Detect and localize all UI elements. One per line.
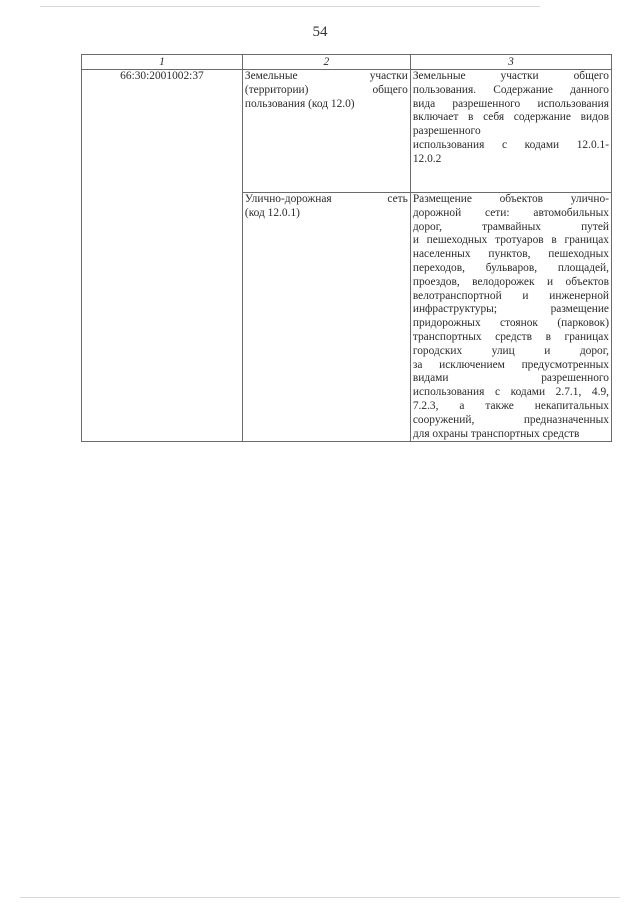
page-number: 54 xyxy=(312,24,328,40)
description-line: вида разрешенного использования xyxy=(412,97,609,110)
scan-artifact-top xyxy=(40,6,540,7)
description-line: инфраструктуры; размещение xyxy=(412,303,609,316)
description-line: видами разрешенного xyxy=(412,372,609,385)
description-line: 12.0.2 xyxy=(412,152,442,165)
cadastral-number-cell xyxy=(82,70,243,442)
description-line: велотранспортной и инженерной xyxy=(412,289,609,302)
description-line: использования с кодами 12.0.1- xyxy=(412,138,609,151)
description-line: населенных пунктов, пешеходных xyxy=(412,248,609,261)
land-use-name-line: (территории) общего xyxy=(244,83,408,96)
land-use-description-cell xyxy=(410,70,611,193)
column-header-1: 1 xyxy=(82,55,243,70)
description-line: Размещение объектов улично- xyxy=(412,193,609,205)
description-line: разрешенного xyxy=(412,125,481,138)
description-line: переходов, бульваров, площадей, xyxy=(412,261,609,274)
land-use-description-cell xyxy=(410,193,611,442)
land-use-name-line: Земельные участки xyxy=(244,70,408,82)
description-line: для охраны транспортных средств xyxy=(412,427,580,440)
description-line: придорожных стоянок (парковок) xyxy=(412,317,609,330)
description-line: за исключением предусмотренных xyxy=(412,358,609,371)
table-header-row xyxy=(82,55,612,70)
description-line: городских улиц и дорог, xyxy=(412,344,609,357)
description-line: включает в себя содержание видов xyxy=(412,111,609,124)
land-use-name-line: (код 12.0.1) xyxy=(244,206,300,219)
description-line: использования с кодами 2.7.1, 4.9, xyxy=(412,386,609,399)
cadastral-number: 66:30:2001002:37 xyxy=(120,70,204,82)
description-line: транспортных средств в границах xyxy=(412,330,609,343)
description-line: 7.2.3, а также некапитальных xyxy=(412,399,609,412)
land-use-name-line: Улично-дорожная сеть xyxy=(244,193,408,205)
description-line: Земельные участки общего xyxy=(412,70,609,82)
land-use-name-cell xyxy=(242,70,410,193)
description-line: проездов, велодорожек и объектов xyxy=(412,275,609,288)
description-line: пользования. Содержание данного xyxy=(412,83,609,96)
description-line: дорожной сети: автомобильных xyxy=(412,206,609,219)
land-use-table xyxy=(81,54,612,442)
table-row xyxy=(82,70,612,193)
scan-artifact-bottom xyxy=(20,897,620,898)
description-line: и пешеходных тротуаров в границах xyxy=(412,234,609,247)
description-line: дорог, трамвайных путей xyxy=(412,220,609,233)
land-use-name-cell xyxy=(242,193,410,442)
column-header-3: 3 xyxy=(410,55,611,70)
land-use-name-line: пользования (код 12.0) xyxy=(244,97,355,110)
description-line: сооружений, предназначенных xyxy=(412,413,609,426)
column-header-2: 2 xyxy=(242,55,410,70)
